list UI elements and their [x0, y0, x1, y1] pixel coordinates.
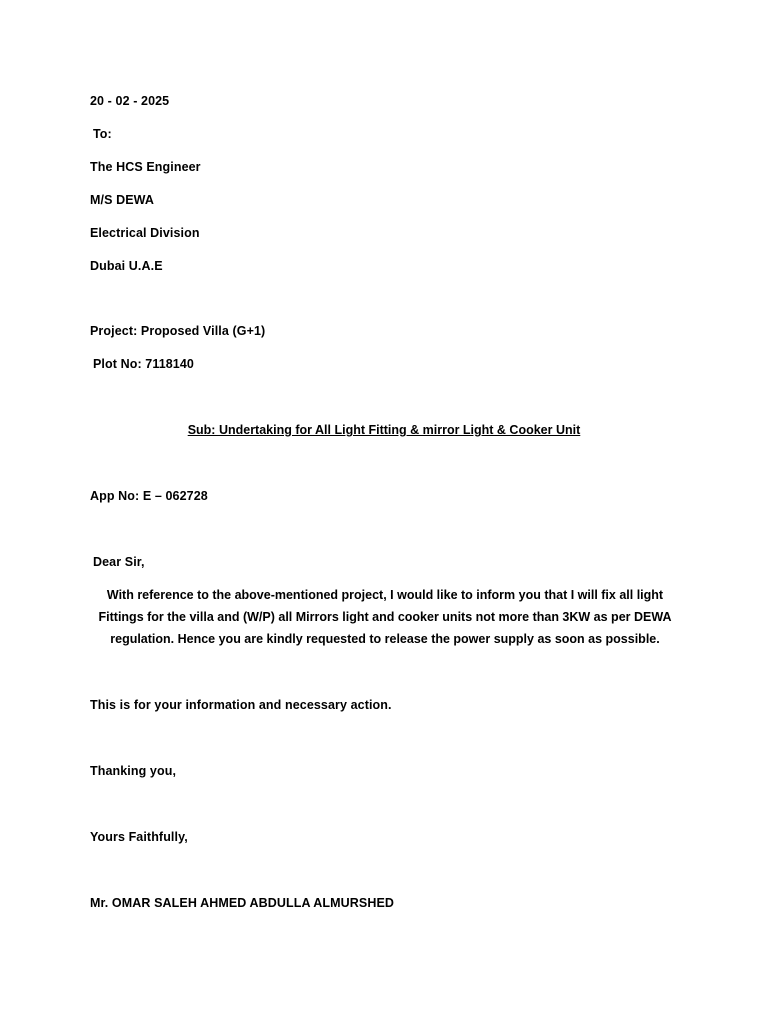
letter-date: 20 - 02 - 2025: [90, 94, 170, 108]
plot-line: Plot No: 7118140: [93, 357, 194, 371]
body-line-2: Fittings for the villa and (W/P) all Mirrors light and cooker units not more than 3KW as per DEWA: [98, 610, 672, 624]
body-paragraph: [96, 584, 674, 650]
info-line: This is for your information and necessary action.: [90, 698, 392, 712]
subject-line: Sub: Undertaking for All Light Fitting & mirror Light & Cooker Unit: [187, 423, 581, 437]
recipient-line-3: Electrical Division: [90, 226, 200, 240]
thanks-line: Thanking you,: [90, 764, 177, 778]
recipient-line-4: Dubai U.A.E: [90, 259, 163, 273]
body-line-3: regulation. Hence you are kindly requested to release the power supply as soon as possible.: [110, 632, 660, 646]
body-line-1: With reference to the above-mentioned project, I would like to inform you that I will fix all light: [106, 588, 664, 602]
to-label: To:: [93, 127, 112, 141]
app-no-line: App No: E – 062728: [90, 489, 208, 503]
salutation: Dear Sir,: [93, 555, 145, 569]
project-line: Project: Proposed Villa (G+1): [90, 324, 266, 338]
signatory-name: Mr. OMAR SALEH AHMED ABDULLA ALMURSHED: [90, 896, 395, 910]
closing-line: Yours Faithfully,: [90, 830, 188, 844]
recipient-line-2: M/S DEWA: [90, 193, 154, 207]
recipient-line-1: The HCS Engineer: [90, 160, 201, 174]
